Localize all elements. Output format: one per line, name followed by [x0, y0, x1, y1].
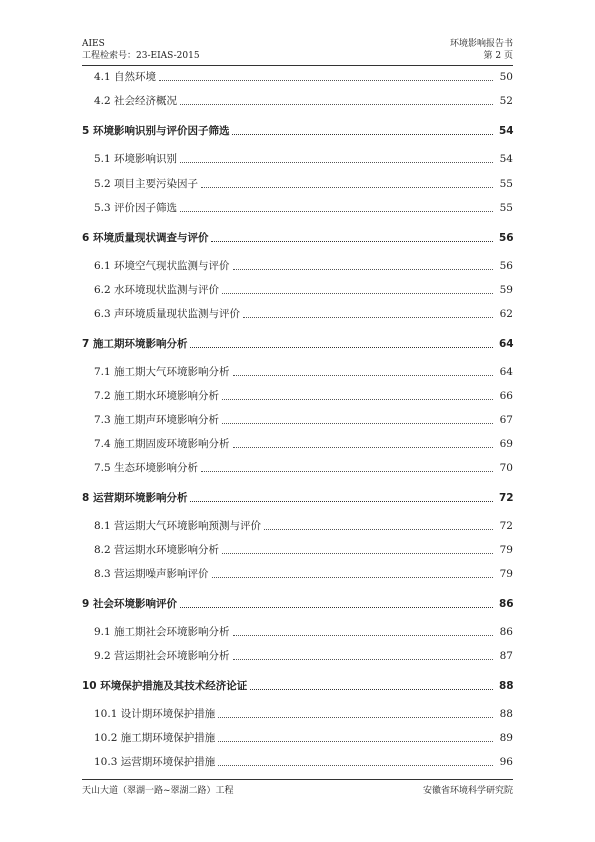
toc-section-entry[interactable]: [82, 517, 513, 533]
toc-entry-title: 5.2 项目主要污染因子: [94, 178, 199, 190]
toc-entry-title: 7.2 施工期水环境影响分析: [94, 390, 220, 402]
header-project-number: 工程检索号：23-EIAS-2015: [82, 51, 200, 61]
toc-entry-page: 50: [499, 71, 513, 83]
footer-rule: [82, 779, 513, 780]
toc-leader-dots: [222, 422, 493, 424]
toc-entry-title: 6.2 水环境现状监测与评价: [94, 284, 220, 296]
header-doc-title: 环境影响报告书: [449, 39, 513, 49]
toc-leader-dots: [180, 103, 493, 105]
toc-entry-page: 56: [499, 232, 514, 244]
header-left: [82, 38, 200, 62]
toc-leader-dots: [201, 186, 493, 188]
toc-section-entry[interactable]: [82, 150, 513, 166]
toc-entry-page: 87: [499, 650, 513, 662]
toc-entry-page: 54: [499, 153, 513, 165]
toc-entry-title: 6 环境质量现状调查与评价: [82, 232, 209, 244]
toc-entry-title: 8.2 营运期水环境影响分析: [94, 544, 220, 556]
toc-leader-dots: [233, 634, 493, 636]
toc-section-entry[interactable]: [82, 281, 513, 297]
toc-entry-title: 8 运营期环境影响分析: [82, 492, 188, 504]
toc-leader-dots: [201, 470, 493, 472]
toc-entry-title: 4.1 自然环境: [94, 71, 157, 83]
toc-entry-page: 88: [499, 708, 513, 720]
toc-leader-dots: [250, 688, 493, 690]
toc-leader-dots: [218, 716, 493, 718]
toc-section-entry[interactable]: [82, 565, 513, 581]
header-rule: [82, 65, 513, 66]
toc-entry-page: 52: [499, 95, 513, 107]
toc-entry-page: 55: [499, 202, 513, 214]
toc-section-entry[interactable]: [82, 623, 513, 639]
toc-section-entry[interactable]: [82, 705, 513, 721]
header-right: [450, 38, 513, 62]
toc-entry-page: 66: [499, 390, 513, 402]
toc-entry-page: 72: [499, 492, 514, 504]
toc-entry-title: 5.1 环境影响识别: [94, 153, 178, 165]
toc-leader-dots: [232, 133, 493, 135]
toc-leader-dots: [222, 398, 493, 400]
toc-leader-dots: [243, 316, 493, 318]
toc-leader-dots: [233, 374, 493, 376]
toc-entry-page: 64: [499, 338, 514, 350]
toc-leader-dots: [264, 528, 493, 530]
toc-entry-title: 6.3 声环境质量现状监测与评价: [94, 308, 241, 320]
footer-project-name: 天山大道（翠湖一路~翠湖二路）工程: [82, 786, 234, 796]
toc-section-entry[interactable]: [82, 753, 513, 769]
toc-entry-title: 10.1 设计期环境保护措施: [94, 708, 216, 720]
toc-entry-page: 70: [499, 462, 513, 474]
toc-entry-page: 79: [499, 568, 513, 580]
toc-entry-page: 64: [499, 366, 513, 378]
toc-entry-title: 8.1 营运期大气环境影响预测与评价: [94, 520, 262, 532]
toc-section-entry[interactable]: [82, 729, 513, 745]
toc-entry-page: 86: [499, 598, 514, 610]
toc-chapter-entry[interactable]: [82, 122, 513, 138]
toc-entry-title: 5 环境影响识别与评价因子筛选: [82, 125, 230, 137]
toc-leader-dots: [211, 240, 493, 242]
page-header: [82, 38, 513, 66]
header-org: AIES: [82, 39, 105, 49]
toc-entry-page: 54: [499, 125, 514, 137]
toc-chapter-entry[interactable]: [82, 489, 513, 505]
toc-leader-dots: [180, 210, 493, 212]
toc-chapter-entry[interactable]: [82, 335, 513, 351]
toc-entry-page: 79: [499, 544, 513, 556]
toc-entry-page: 88: [499, 680, 514, 692]
toc-leader-dots: [222, 292, 493, 294]
toc-entry-title: 7.5 生态环境影响分析: [94, 462, 199, 474]
toc-section-entry[interactable]: [82, 459, 513, 475]
toc-entry-page: 89: [499, 732, 513, 744]
toc-entry-page: 55: [499, 178, 513, 190]
toc-section-entry[interactable]: [82, 541, 513, 557]
toc-section-entry[interactable]: [82, 647, 513, 663]
toc-section-entry[interactable]: [82, 68, 513, 84]
toc-entry-title: 10.2 施工期环境保护措施: [94, 732, 216, 744]
toc-entry-title: 9.2 营运期社会环境影响分析: [94, 650, 230, 662]
toc-entry-title: 9 社会环境影响评价: [82, 598, 177, 610]
toc-section-entry[interactable]: [82, 305, 513, 321]
toc-entry-title: 9.1 施工期社会环境影响分析: [94, 626, 230, 638]
toc-entry-title: 7.1 施工期大气环境影响分析: [94, 366, 230, 378]
toc-section-entry[interactable]: [82, 175, 513, 191]
toc-section-entry[interactable]: [82, 411, 513, 427]
toc-leader-dots: [233, 268, 493, 270]
toc-entry-page: 67: [499, 414, 513, 426]
toc-leader-dots: [218, 764, 493, 766]
toc-entry-page: 56: [499, 260, 513, 272]
toc-leader-dots: [233, 658, 493, 660]
toc-section-entry[interactable]: [82, 92, 513, 108]
toc-chapter-entry[interactable]: [82, 595, 513, 611]
toc-chapter-entry[interactable]: [82, 229, 513, 245]
toc-entry-title: 10.3 运营期环境保护措施: [94, 756, 216, 768]
toc-leader-dots: [233, 446, 493, 448]
toc-section-entry[interactable]: [82, 257, 513, 273]
toc-entry-title: 7.3 施工期声环境影响分析: [94, 414, 220, 426]
toc-entry-title: 7.4 施工期固废环境影响分析: [94, 438, 230, 450]
toc-entry-title: 6.1 环境空气现状监测与评价: [94, 260, 230, 272]
footer-institute: 安徽省环境科学研究院: [422, 786, 513, 796]
toc-section-entry[interactable]: [82, 435, 513, 451]
header-page-number: 第 2 页: [483, 51, 513, 61]
toc-leader-dots: [180, 606, 493, 608]
toc-section-entry[interactable]: [82, 199, 513, 215]
toc-leader-dots: [218, 740, 493, 742]
toc-chapter-entry[interactable]: [82, 677, 513, 693]
toc-section-entry[interactable]: [82, 363, 513, 379]
toc-entry-title: 5.3 评价因子筛选: [94, 202, 178, 214]
toc-entry-page: 72: [499, 520, 513, 532]
toc-entry-page: 62: [499, 308, 513, 320]
toc-entry-page: 86: [499, 626, 513, 638]
toc-leader-dots: [159, 79, 493, 81]
toc-leader-dots: [180, 161, 493, 163]
toc-leader-dots: [190, 500, 493, 502]
toc-entry-page: 69: [499, 438, 513, 450]
toc-leader-dots: [212, 576, 493, 578]
toc-entry-title: 4.2 社会经济概况: [94, 95, 178, 107]
toc-entry-title: 8.3 营运期噪声影响评价: [94, 568, 209, 580]
toc-section-entry[interactable]: [82, 387, 513, 403]
toc-entry-title: 10 环境保护措施及其技术经济论证: [82, 680, 248, 692]
toc-leader-dots: [190, 346, 493, 348]
toc-entry-title: 7 施工期环境影响分析: [82, 338, 188, 350]
toc-entry-page: 96: [499, 756, 513, 768]
toc-entry-page: 59: [499, 284, 513, 296]
toc-leader-dots: [222, 552, 493, 554]
